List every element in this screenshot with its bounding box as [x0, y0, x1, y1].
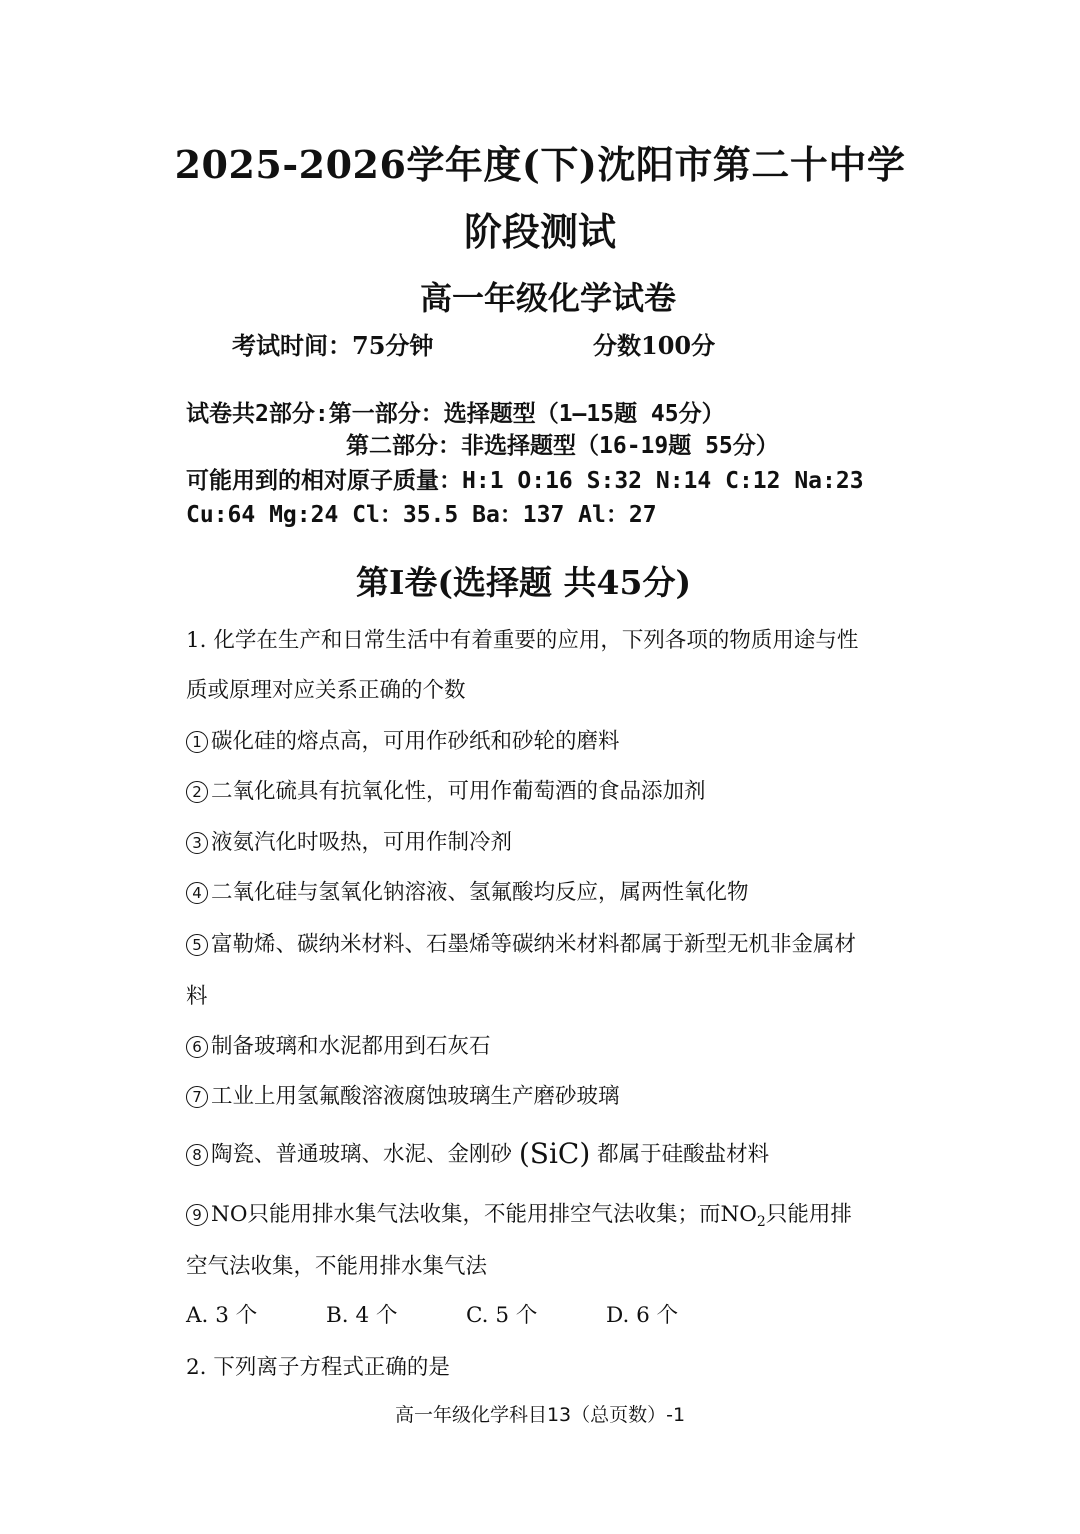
page-footer: 高一年级化学科目13（总页数）-1	[394, 1404, 686, 1426]
statement-9	[186, 1197, 852, 1230]
formula-sic: (SiC)	[518, 1137, 591, 1170]
statement-text: 陶瓷、普通玻璃、水泥、金刚砂	[211, 1142, 519, 1167]
info-line-atomic-mass-1: 可能用到的相对原子质量：H:1 O:16 S:32 N:14 C:12 Na:23	[186, 468, 864, 494]
circled-number-5: 5	[186, 934, 208, 956]
statement-5-line2: 料	[186, 984, 208, 1009]
exam-title-line2: 阶段测试	[463, 209, 616, 254]
exam-time: 考试时间：75分钟	[232, 331, 434, 360]
statement-2	[186, 774, 706, 805]
statement-text: 碳化硅的熔点高，可用作砂纸和砂轮的磨料	[211, 729, 620, 754]
option-c: C. 5 个	[466, 1303, 538, 1328]
circled-number-3: 3	[186, 832, 208, 854]
statement-text: 工业上用氢氟酸溶液腐蚀玻璃生产磨砂玻璃	[211, 1084, 620, 1109]
section-title: 第Ⅰ卷(选择题 共45分)	[356, 563, 692, 602]
circled-number-4: 4	[186, 882, 208, 904]
statement-text: 二氧化硫具有抗氧化性，可用作葡萄酒的食品添加剂	[211, 779, 706, 804]
exam-subtitle: 高一年级化学试卷	[419, 279, 676, 317]
statement-text-tail: 只能用排	[765, 1202, 852, 1227]
statement-4	[186, 875, 749, 906]
statement-3	[186, 825, 512, 856]
circled-number-6: 6	[186, 1036, 208, 1058]
statement-1	[186, 724, 620, 755]
circled-number-9: 9	[186, 1204, 208, 1226]
question-2-stem: 2. 下列离子方程式正确的是	[186, 1355, 450, 1380]
statement-text: 制备玻璃和水泥都用到石灰石	[211, 1034, 491, 1059]
option-d: D. 6 个	[606, 1303, 679, 1328]
statement-5	[186, 927, 856, 958]
statement-6	[186, 1029, 491, 1060]
exam-score: 分数100分	[593, 331, 716, 360]
statement-text: NO只能用排水集气法收集，不能用排空气法收集；而NO	[211, 1202, 757, 1227]
subscript-2: 2	[756, 1214, 766, 1230]
info-line-parts-2: 第二部分：非选择题型（16-19题 55分）	[346, 433, 779, 459]
statement-9-line2: 空气法收集，不能用排水集气法	[186, 1254, 488, 1279]
exam-title: 2025-2026学年度(下)沈阳市第二十中学	[174, 142, 906, 187]
option-a: A. 3 个	[186, 1303, 258, 1328]
circled-number-7: 7	[186, 1086, 208, 1108]
statement-text: 液氨汽化时吸热，可用作制冷剂	[211, 830, 513, 855]
question-1-stem-line2: 质或原理对应关系正确的个数	[186, 678, 466, 703]
statement-8	[186, 1137, 769, 1170]
info-line-atomic-mass-2: Cu:64 Mg:24 Cl：35.5 Ba：137 Al：27	[186, 502, 657, 528]
statement-text: 富勒烯、碳纳米材料、石墨烯等碳纳米材料都属于新型无机非金属材	[211, 932, 857, 957]
circled-number-1: 1	[186, 731, 208, 753]
statement-text-tail: 都属于硅酸盐材料	[590, 1142, 770, 1167]
statement-text: 二氧化硅与氢氧化钠溶液、氢氟酸均反应，属两性氧化物	[211, 880, 749, 905]
info-line-parts-1: 试卷共2部分:第一部分：选择题型（1—15题 45分）	[186, 401, 725, 427]
circled-number-2: 2	[186, 781, 208, 803]
option-b: B. 4 个	[326, 1303, 398, 1328]
statement-7	[186, 1079, 620, 1110]
circled-number-8: 8	[186, 1144, 208, 1166]
question-1-stem-line1: 1. 化学在生产和日常生活中有着重要的应用，下列各项的物质用途与性	[186, 628, 859, 653]
